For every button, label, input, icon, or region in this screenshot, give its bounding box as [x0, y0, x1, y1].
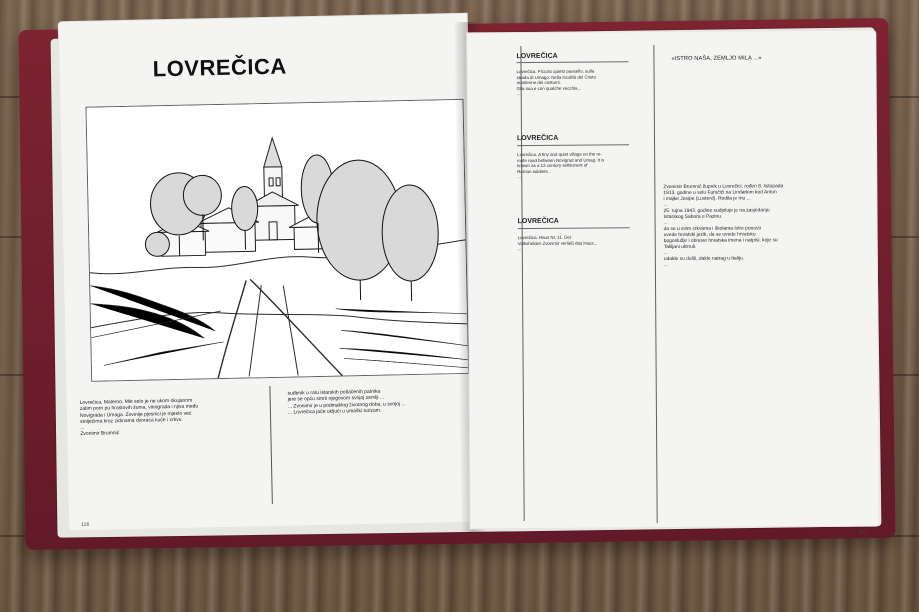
- sidebar-text: Lovrečica. A tiny and quiet village on the re- mote road between Novigrad and Umag. It is known as a 13 century settlement of Roman soldiers. ...: [517, 151, 605, 180]
- right-page: [466, 30, 879, 536]
- text-column-divider: [653, 45, 657, 523]
- village-illustration: [85, 99, 469, 382]
- sidebar-heading: LOVREČICA: [516, 134, 559, 143]
- page-title: LOVREČICA: [152, 53, 288, 82]
- sidebar-rule: [518, 227, 630, 229]
- body-text-left-column: Lovrečica, Malerno, Mle selo je ne ukom okujanom zatim porn pu hrastovih šuma, vinograda i njiva među Novigrada i Umaga. Zovinije pjesnici je mjesto već stoljećima kroz zidinama dvoraca kuće i crkvu ... Zvonimir Brumnić: [79, 397, 199, 438]
- body-text-right-column: suđenik u ratu istarskih potlačenih patnika jere se opću smrti njegovom svojoj zemlji ... ... Zvonimir je u podmaklog životnog doba, u svojoj ... ... Lovrečica jače uključi u umaški turizam.: [287, 388, 406, 416]
- quote-title: «ISTRO NAŠA, ZEMLJO MILA ...»: [671, 55, 762, 63]
- sidebar-rule: [517, 144, 629, 146]
- sidebar-text: Lovrečica. Piccolo quieto paesello, sulla strada di Umago. Nella località del Cristo mantenne dei costumi. Glia sua e con qualche vecchia... ...: [516, 68, 596, 97]
- main-article-text: Zvonimir Brumnić župnik u Lovrečici, rođen 8. listopada 1913. godine u selu Fumčići na Lindarkim kod Antun i majke Josipe (Lusterd). Rodila je mu ... ... 25. rujna 1943. godine sudjeluje je na zasjedanju Istarskog Sabora u Pazinu. ... da se u svim crkvama i školama Istre ponovo uvede hrvatski jezik, da se uvede hrvatsko bogoslužje i obnove hrvatska imena i natpisi, koje su Taliljani ukinuli. ... odakle su došli, dakle natrag u Italiju. ...: [663, 184, 784, 269]
- page-number: 116: [81, 521, 90, 528]
- sidebar-heading: LOVREČICA: [517, 217, 559, 226]
- left-page: [58, 13, 479, 531]
- sidebar-rule: [516, 61, 628, 63]
- sidebar-text: Lovrečica. Haus Nr. 11. Der Volkshelden Zvonimir verließ das Haus... ...: [517, 234, 598, 252]
- column-divider: [269, 386, 272, 504]
- sidebar-heading: LOVREČICA: [516, 52, 558, 61]
- page-number: 117: [858, 529, 867, 536]
